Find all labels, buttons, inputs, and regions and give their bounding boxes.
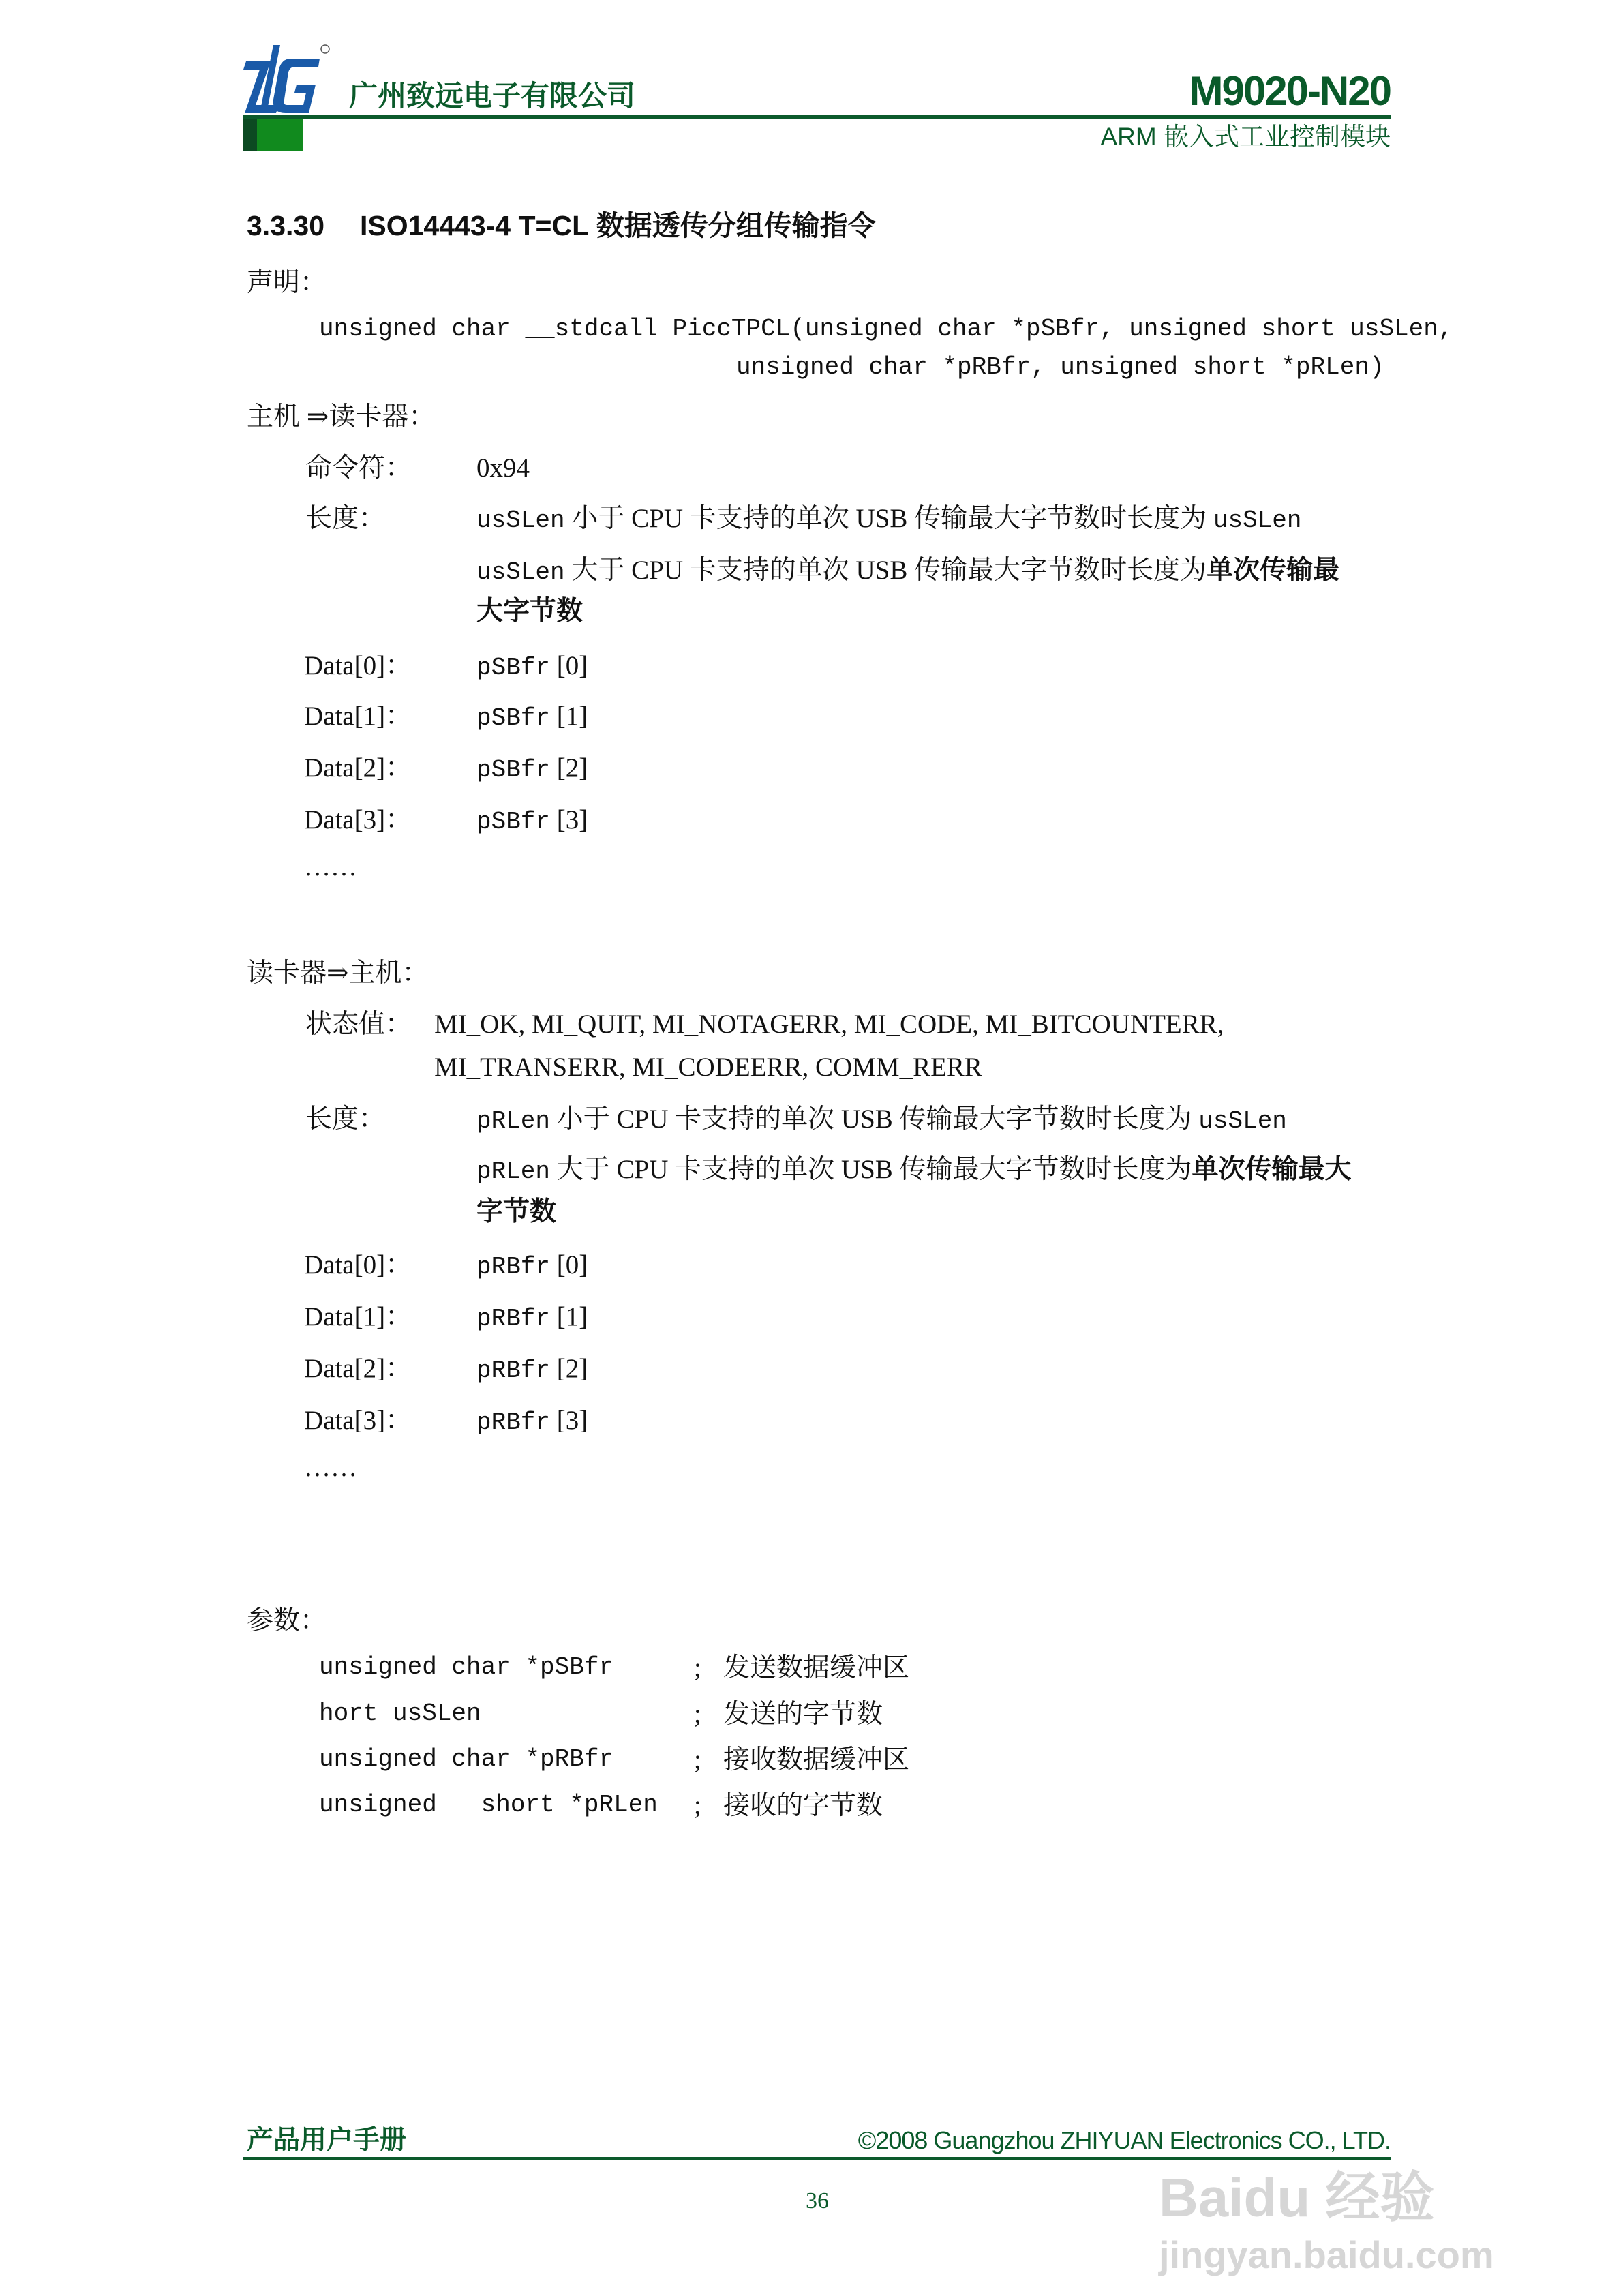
data-value <box>476 755 588 783</box>
header-block-green <box>257 119 303 151</box>
data-label: Data[3]： <box>304 805 412 834</box>
ellipsis: …… <box>304 852 357 881</box>
length-bold: 单次传输最 <box>1207 556 1340 585</box>
header-block-dark <box>243 119 257 151</box>
length-text: 大于 CPU 卡支持的单次 USB 传输最大字节数时长度为 <box>550 1155 1192 1184</box>
length-tail: usSLen <box>1213 507 1302 534</box>
data-index: [0] <box>550 1250 588 1280</box>
data-code: pRBfr <box>476 1305 551 1333</box>
data-index: [3] <box>550 805 588 834</box>
page-number: 36 <box>806 2188 829 2214</box>
data-code: pRBfr <box>476 1357 551 1385</box>
section-heading <box>247 212 876 240</box>
header-subtitle: ARM 嵌入式工业控制模块 <box>1100 123 1391 151</box>
data-index: [3] <box>550 1406 588 1435</box>
ellipsis: …… <box>304 1453 357 1482</box>
command-value: 0x94 <box>476 453 530 483</box>
data-code: pSBfr <box>476 704 551 732</box>
data-index: [1] <box>550 701 588 731</box>
footer-left: 产品用户手册 <box>247 2126 407 2155</box>
data-value <box>476 1407 588 1435</box>
product-code: M9020-N20 <box>1189 68 1391 114</box>
data-index: [2] <box>550 1354 588 1383</box>
data-value <box>476 1252 588 1280</box>
data-index: [2] <box>550 753 588 783</box>
baidu-watermark-url: jingyan.baidu.com <box>1159 2233 1494 2276</box>
data-code: pSBfr <box>476 654 551 682</box>
company-logo <box>243 42 332 117</box>
data-index: [1] <box>550 1302 588 1331</box>
length-bold: 单次传输最大 <box>1192 1155 1352 1184</box>
data-value <box>476 806 588 834</box>
data-value <box>476 1303 588 1331</box>
param-desc: 发送数据缓冲区 <box>723 1653 910 1682</box>
data-value <box>476 1355 588 1383</box>
data-label: Data[0]： <box>304 651 412 680</box>
param-sep: ; <box>694 1745 701 1774</box>
length-code: usSLen <box>476 507 565 534</box>
data-code: pRBfr <box>476 1408 551 1436</box>
declaration-label: 声明： <box>247 268 327 297</box>
param-decl: unsigned char *pSBfr <box>319 1653 614 1681</box>
length-text: 小于 CPU 卡支持的单次 USB 传输最大字节数时长度为 <box>564 504 1213 533</box>
length-line2 <box>476 1156 1352 1184</box>
length-text: 大于 CPU 卡支持的单次 USB 传输最大字节数时长度为 <box>564 556 1207 585</box>
length-label: 长度： <box>305 504 386 533</box>
param-desc: 接收数据缓冲区 <box>723 1745 910 1774</box>
data-code: pSBfr <box>476 808 551 836</box>
length-code: pRLen <box>476 1158 551 1185</box>
baidu-watermark: Baidu 经验 <box>1159 2167 1435 2228</box>
zlg-logo-icon <box>243 42 332 117</box>
param-decl: unsigned short *pRLen <box>319 1791 658 1819</box>
data-label: Data[2]： <box>304 753 412 783</box>
data-label: Data[1]： <box>304 701 412 731</box>
data-value <box>476 703 588 731</box>
footer-rule <box>243 2157 1391 2160</box>
data-label: Data[0]： <box>304 1250 412 1280</box>
data-index: [0] <box>550 651 588 680</box>
data-value <box>476 652 588 680</box>
parameters-label: 参数： <box>247 1606 327 1635</box>
company-name: 广州致远电子有限公司 <box>349 80 636 112</box>
header-rule <box>243 115 1391 119</box>
length-line1 <box>476 1106 1287 1134</box>
declaration-code-line2: unsigned char *pRBfr, unsigned short *pRLen) <box>736 353 1384 381</box>
param-decl: hort usSLen <box>319 1700 481 1727</box>
param-sep: ; <box>694 1791 701 1820</box>
section-number: 3.3.30 <box>247 210 324 241</box>
param-sep: ; <box>694 1700 701 1729</box>
length-line2 <box>476 557 1339 585</box>
host-to-reader-label: 主机 ⇒读卡器： <box>247 402 436 432</box>
length-code: usSLen <box>476 558 565 586</box>
length-text: 小于 CPU 卡支持的单次 USB 传输最大字节数时长度为 <box>550 1104 1199 1134</box>
length-tail: usSLen <box>1198 1107 1287 1135</box>
data-code: pRBfr <box>476 1253 551 1281</box>
status-line1: MI_OK, MI_QUIT, MI_NOTAGERR, MI_CODE, MI_BITCOUNTERR, <box>434 1010 1224 1039</box>
declaration-code-line1: unsigned char __stdcall PiccTPCL(unsigned char *pSBfr, unsigned short usSLen, <box>319 315 1453 343</box>
param-desc: 接收的字节数 <box>723 1791 883 1820</box>
length-label: 长度： <box>305 1104 386 1134</box>
status-line2: MI_TRANSERR, MI_CODEERR, COMM_RERR <box>434 1053 982 1082</box>
section-title: ISO14443-4 T=CL 数据透传分组传输指令 <box>360 210 876 241</box>
length-line3: 大字节数 <box>476 596 583 626</box>
command-label: 命令符： <box>305 453 412 483</box>
param-decl: unsigned char *pRBfr <box>319 1745 614 1773</box>
length-code: pRLen <box>476 1107 551 1135</box>
param-sep: ; <box>694 1653 701 1682</box>
footer-copyright: ©2008 Guangzhou ZHIYUAN Electronics CO., LTD. <box>858 2126 1391 2154</box>
status-label: 状态值： <box>305 1010 412 1039</box>
length-line3: 字节数 <box>476 1197 557 1226</box>
data-label: Data[2]： <box>304 1354 412 1383</box>
data-label: Data[1]： <box>304 1302 412 1331</box>
length-line1 <box>476 505 1302 533</box>
data-code: pSBfr <box>476 756 551 784</box>
data-label: Data[3]： <box>304 1406 412 1435</box>
reader-to-host-label: 读卡器⇒主机： <box>247 958 429 988</box>
param-desc: 发送的字节数 <box>723 1700 883 1729</box>
